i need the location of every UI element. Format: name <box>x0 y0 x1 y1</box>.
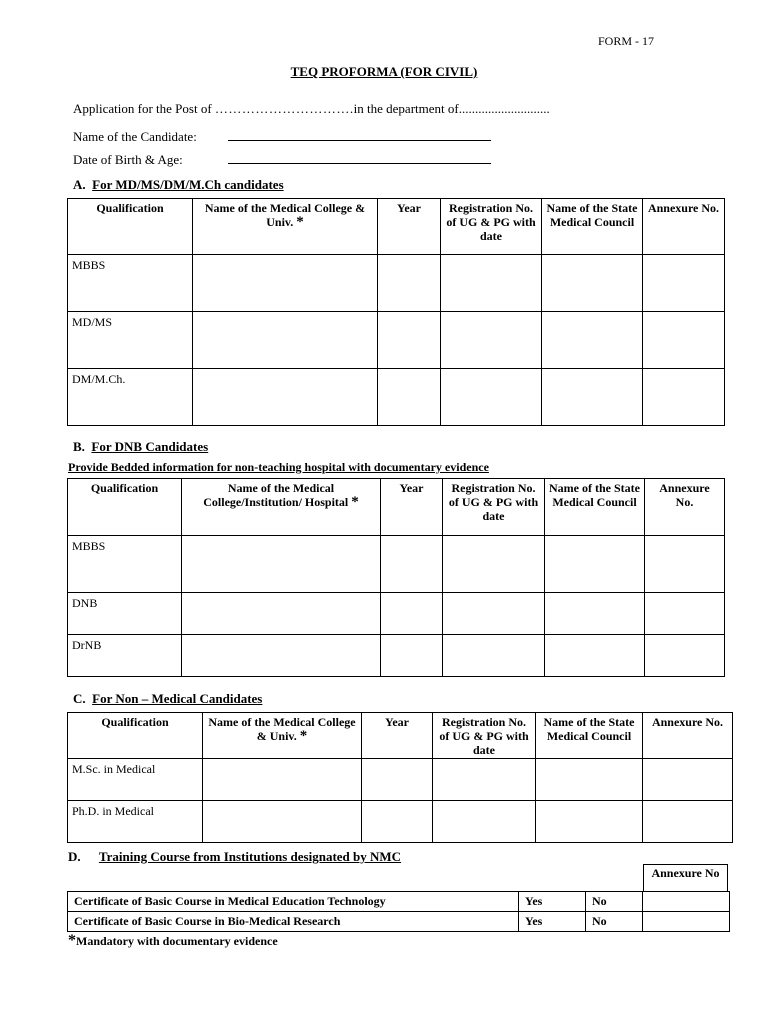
dob-row <box>73 152 491 168</box>
asterisk-mark: * <box>299 728 308 744</box>
input-cell[interactable] <box>443 635 545 677</box>
input-cell[interactable] <box>643 369 725 426</box>
annexure-header: Annexure No <box>643 864 728 892</box>
input-cell[interactable] <box>433 759 536 801</box>
col-header-annexure: Annexure No. <box>643 199 725 255</box>
section-d-title: Training Course from Institutions designated by NMC <box>98 849 402 864</box>
input-cell[interactable] <box>378 255 441 312</box>
input-cell[interactable] <box>643 312 725 369</box>
input-cell[interactable] <box>378 369 441 426</box>
input-cell[interactable] <box>441 312 542 369</box>
table-row <box>68 801 733 843</box>
input-cell[interactable] <box>643 255 725 312</box>
row-label-drnb: DrNB <box>68 635 182 677</box>
input-cell[interactable] <box>645 536 725 593</box>
input-cell[interactable] <box>193 312 378 369</box>
section-a-heading <box>73 177 284 193</box>
row-label-phd: Ph.D. in Medical <box>68 801 203 843</box>
col-header-annexure: Annexure No. <box>643 713 733 759</box>
no-option[interactable]: No <box>586 912 643 932</box>
input-cell[interactable] <box>182 536 381 593</box>
footnote-text: Mandatory with documentary evidence <box>76 934 278 948</box>
course-label-bmr: Certificate of Basic Course in Bio-Medical Research <box>68 912 519 932</box>
col-header-qualification: Qualification <box>68 713 203 759</box>
input-cell[interactable] <box>193 255 378 312</box>
row-label-mbbs: MBBS <box>68 536 182 593</box>
table-row <box>68 892 730 912</box>
input-cell[interactable] <box>433 801 536 843</box>
table-row <box>68 312 725 369</box>
input-cell[interactable] <box>545 593 645 635</box>
col-header-college <box>203 713 362 759</box>
candidate-name-row <box>73 129 491 145</box>
col-header-college-text: Name of the Medical College & Univ. <box>208 715 356 743</box>
section-c-title: For Non – Medical Candidates <box>92 691 263 706</box>
col-header-college-text: Name of the Medical College/Institution/ Hospital <box>203 481 349 509</box>
post-field[interactable]: …………………………. <box>214 101 354 116</box>
section-b-title: For DNB Candidates <box>91 439 209 454</box>
col-header-qualification: Qualification <box>68 479 182 536</box>
table-row <box>68 369 725 426</box>
input-cell[interactable] <box>441 255 542 312</box>
table-row <box>68 536 725 593</box>
row-label-msc: M.Sc. in Medical <box>68 759 203 801</box>
input-cell[interactable] <box>443 593 545 635</box>
section-c-heading <box>73 691 262 707</box>
col-header-qualification: Qualification <box>68 199 193 255</box>
section-a-letter: A. <box>73 177 86 192</box>
section-d-letter: D. <box>68 849 81 864</box>
input-cell[interactable] <box>545 536 645 593</box>
section-b-table <box>67 478 725 677</box>
input-cell[interactable] <box>193 369 378 426</box>
section-c-letter: C. <box>73 691 86 706</box>
training-table <box>67 891 730 932</box>
input-cell[interactable] <box>182 635 381 677</box>
col-header-registration: Registration No. of UG & PG with date <box>443 479 545 536</box>
section-b-letter: B. <box>73 439 85 454</box>
input-cell[interactable] <box>536 801 643 843</box>
input-cell[interactable] <box>362 759 433 801</box>
col-header-year: Year <box>381 479 443 536</box>
yes-option[interactable]: Yes <box>519 892 586 912</box>
input-cell[interactable] <box>203 759 362 801</box>
input-cell[interactable] <box>536 759 643 801</box>
row-label-md-ms: MD/MS <box>68 312 193 369</box>
input-cell[interactable] <box>643 801 733 843</box>
input-cell[interactable] <box>542 312 643 369</box>
col-header-council: Name of the State Medical Council <box>542 199 643 255</box>
section-b-heading <box>73 439 208 455</box>
col-header-registration: Registration No. of UG & PG with date <box>433 713 536 759</box>
no-option[interactable]: No <box>586 892 643 912</box>
input-cell[interactable] <box>545 635 645 677</box>
col-header-college <box>182 479 381 536</box>
col-header-council: Name of the State Medical Council <box>536 713 643 759</box>
input-cell[interactable] <box>542 369 643 426</box>
asterisk-mark: * <box>296 214 304 230</box>
candidate-name-label: Name of the Candidate: <box>73 129 197 144</box>
table-row <box>68 635 725 677</box>
row-label-dnb: DNB <box>68 593 182 635</box>
section-b-note: Provide Bedded information for non-teaching hospital with documentary evidence <box>68 460 489 474</box>
table-row <box>68 593 725 635</box>
input-cell[interactable] <box>381 536 443 593</box>
candidate-name-field[interactable] <box>228 129 491 141</box>
course-label-met: Certificate of Basic Course in Medical Education Technology <box>68 892 519 912</box>
application-prefix: Application for the Post of <box>73 101 212 116</box>
input-cell[interactable] <box>203 801 362 843</box>
col-header-college-text: Name of the Medical College & Univ. <box>204 201 366 229</box>
input-cell[interactable] <box>443 536 545 593</box>
input-cell[interactable] <box>643 759 733 801</box>
section-a-table <box>67 198 725 426</box>
input-cell[interactable] <box>645 635 725 677</box>
col-header-year: Year <box>378 199 441 255</box>
input-cell[interactable] <box>182 593 381 635</box>
footnote <box>68 932 278 950</box>
input-cell[interactable] <box>378 312 441 369</box>
col-header-registration: Registration No. of UG & PG with date <box>441 199 542 255</box>
annexure-cell[interactable] <box>643 892 730 912</box>
input-cell[interactable] <box>381 635 443 677</box>
col-header-council: Name of the State Medical Council <box>545 479 645 536</box>
table-row <box>68 912 730 932</box>
annexure-cell[interactable] <box>643 912 730 932</box>
col-header-college <box>193 199 378 255</box>
application-line <box>73 101 550 117</box>
asterisk-mark: * <box>68 932 76 949</box>
section-d-heading <box>68 849 401 865</box>
input-cell[interactable] <box>542 255 643 312</box>
col-header-year: Year <box>362 713 433 759</box>
input-cell[interactable] <box>441 369 542 426</box>
application-middle: in the department of <box>353 101 459 116</box>
asterisk-mark: * <box>351 494 359 510</box>
yes-option[interactable]: Yes <box>519 912 586 932</box>
table-row <box>68 759 733 801</box>
row-label-mbbs: MBBS <box>68 255 193 312</box>
section-a-title: For MD/MS/DM/M.Ch candidates <box>92 177 284 192</box>
dob-field[interactable] <box>228 152 491 164</box>
input-cell[interactable] <box>381 593 443 635</box>
section-c-table <box>67 712 733 843</box>
page-title: TEQ PROFORMA (FOR CIVIL) <box>290 64 478 79</box>
form-number: FORM - 17 <box>598 34 655 48</box>
col-header-annexure: Annexure No. <box>645 479 725 536</box>
table-row <box>68 255 725 312</box>
input-cell[interactable] <box>362 801 433 843</box>
input-cell[interactable] <box>645 593 725 635</box>
dob-label: Date of Birth & Age: <box>73 152 183 167</box>
row-label-dm-mch: DM/M.Ch. <box>68 369 193 426</box>
department-field[interactable]: ............................ <box>458 101 550 116</box>
